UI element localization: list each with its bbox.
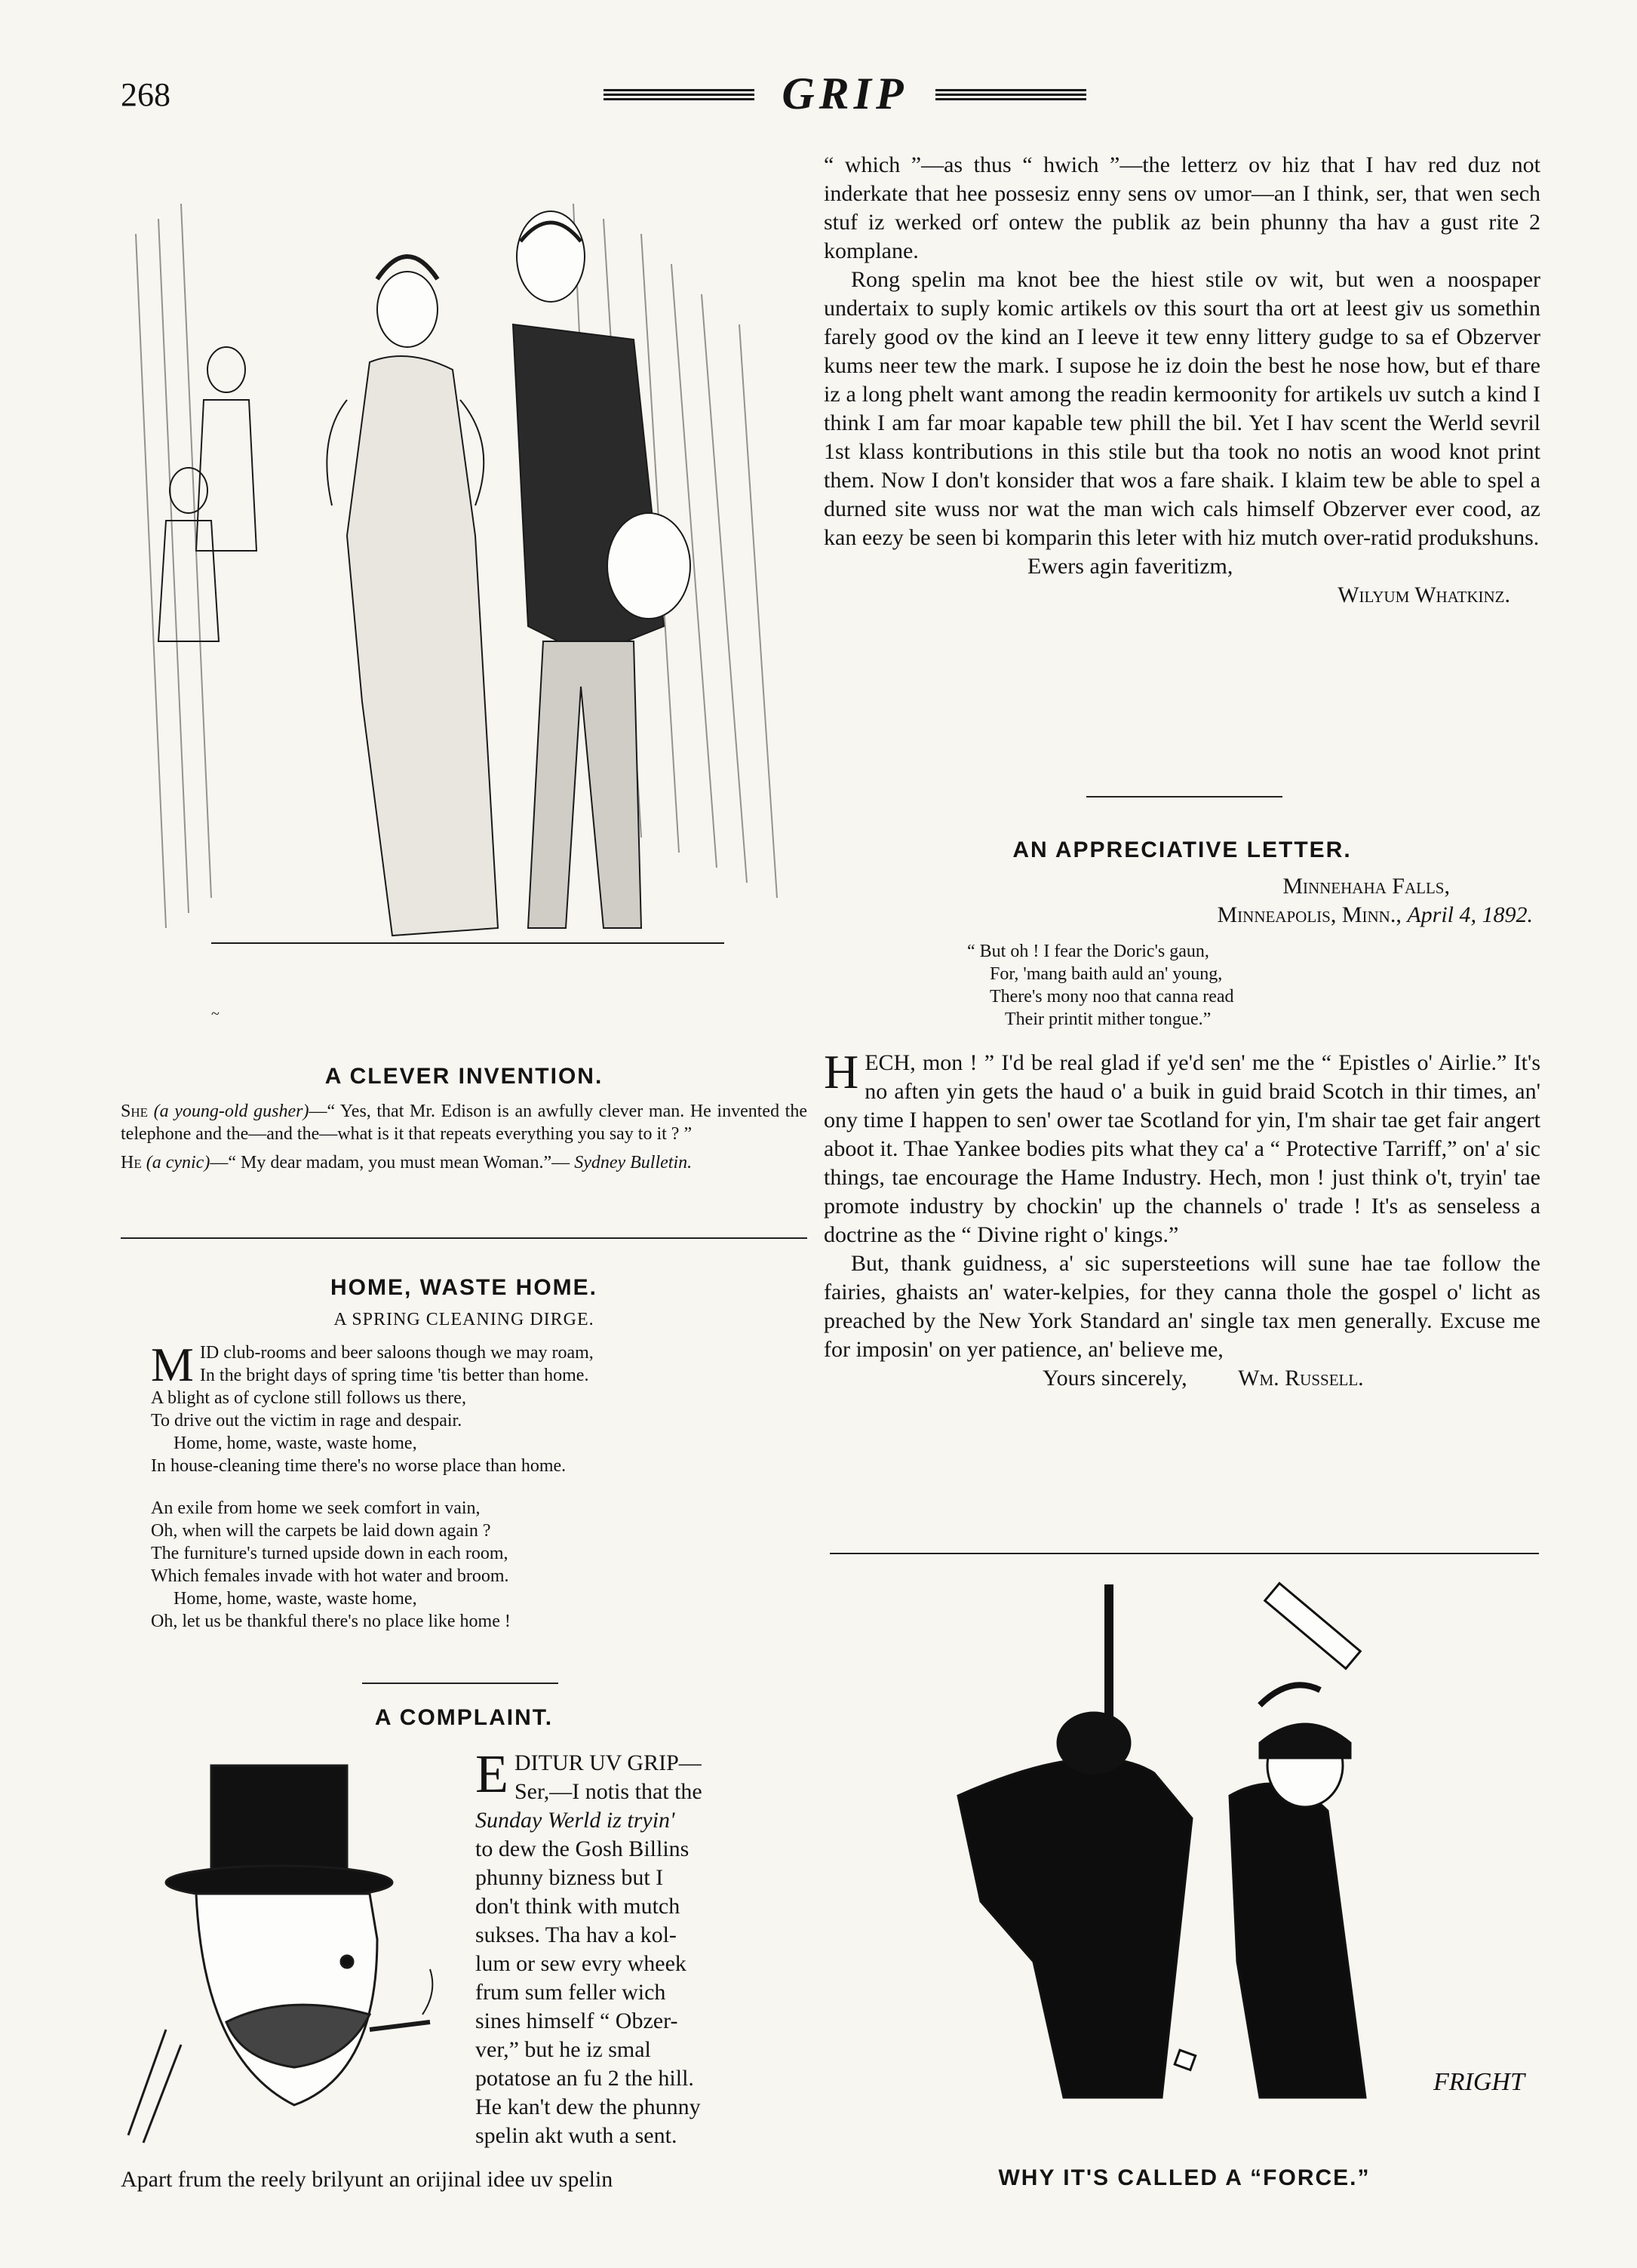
letter-date: April 4, 1892.	[1407, 902, 1533, 927]
force-illustration	[837, 1569, 1531, 2150]
clever-he-dialogue: He (a cynic)—“ My dear madam, you must mean Woman.”— Sydney Bulletin.	[121, 1153, 693, 1172]
complaint-signature: Wilyum Whatkinz.	[1338, 582, 1510, 607]
clever-she-dialogue: She (a young-old gusher)—“ Yes, that Mr. Edison is an awfully clever man. He invented the telephone and the—and the—what is it that repeats everything you say to it ? ”	[121, 1102, 807, 1144]
section-rule	[121, 1237, 807, 1239]
home-stanza-1: M ID club-rooms and beer saloons though we may roam, In the bright days of spring time 'tis better than home. A blight as of cyclone still follows us there, To drive out the victim in rage and despair. Home, home, waste, waste home, In house-cleaning time there's no worse place than home.	[151, 1338, 594, 1476]
section-rule	[830, 1553, 1539, 1554]
section-rule	[362, 1683, 558, 1684]
clever-invention-heading: A CLEVER INVENTION.	[324, 1064, 604, 1089]
letter-paragraph-1: HECH, mon ! ” I'd be real glad if ye'd sen' me the “ Epistles o' Airlie.” It's no aften yin gets the haud o' a buik in guid braid Scotch in thir times, an' ony time I happen to sen' ower tae Scotland for yin, I'm shair tae get fair angert aboot it. Thae Yankee bodies pits what they ca' a “ Protective Tarriff,” on' a' sic things, tae encourage the Hame Industry. Hech, mon ! just think o't, tryin' tae promote industry by chockin' up the channels o' trade ! It's as senseless a doctrine as the “ Divine right o' kings.”	[824, 1045, 1540, 1247]
home-dropcap: M	[151, 1338, 194, 1391]
clever-invention-illustration	[121, 174, 807, 1049]
complaint-last-line: Apart frum the reely brilyunt an orijinal idee uv spelin	[121, 2167, 613, 2192]
letter-closing-line: Yours sincerely, Wm. Russell.	[1043, 1366, 1364, 1391]
force-caption: WHY IT'S CALLED A “FORCE.”	[998, 2165, 1371, 2190]
letter-paragraph-2: But, thank guidness, a' sic supersteetions will sune hae tae follow the fairies, ghaists an' water-kelpies, for they canna thole the gospel o' licht as preached by the New York Standard an' single tax men generally. Excuse me for imposin' on yer patience, an' believe me,	[824, 1251, 1540, 1362]
complaint-dropcap: E	[475, 1744, 508, 1804]
top-hat-man-illustration	[121, 1743, 468, 2165]
letter-verse: “ But oh ! I fear the Doric's gaun, For, 'mang baith auld an' young, There's mony noo that canna read Their printit mither tongue.”	[967, 942, 1234, 1029]
complaint-body: E DITUR UV GRIP— Ser,—I notis that the Sunday Werld iz tryin' to dew the Gosh Billins phunny bizness but I don't think with mutch sukses. Tha hav a kol- lum or sew evry wheek frum sum feller wich sines himself “ Obzer- ver,” but he iz smal potatose an fu 2 the hill. He kan't dew the phunny spelin akt wuth a sent.	[475, 1744, 702, 2148]
letter-signature: Wm. Russell.	[1238, 1366, 1364, 1391]
home-waste-home-heading: HOME, WASTE HOME.	[330, 1275, 597, 1300]
masthead-title: GRIP	[782, 69, 908, 118]
illustration-artist-mark: ~	[211, 1006, 220, 1022]
letter-place-2: Minneapolis, Minn.,	[1217, 902, 1402, 927]
masthead	[604, 68, 1086, 121]
masthead-rule-left	[604, 89, 754, 103]
complaint-heading: A COMPLAINT.	[374, 1705, 554, 1730]
page-number: 268	[121, 76, 170, 113]
letter-dropcap: H	[824, 1045, 859, 1099]
letter-place-1: Minnehaha Falls,	[1282, 874, 1450, 899]
force-artist-signature: FRIGHT	[1433, 2068, 1525, 2096]
section-rule	[1086, 796, 1282, 797]
letter-heading: AN APPRECIATIVE LETTER.	[1012, 837, 1352, 862]
home-waste-home-subheading: A SPRING CLEANING DIRGE.	[333, 1310, 594, 1329]
complaint-closing: Ewers agin faveritizm,	[1027, 554, 1233, 579]
home-stanza-2: An exile from home we seek comfort in vain, Oh, when will the carpets be laid down again ? The furniture's turned upside down in each room, Which females invade with hot water and broom. Home, home, waste, waste home, Oh, let us be thankful there's no place like home !	[151, 1498, 511, 1631]
masthead-rule-right	[935, 89, 1086, 103]
complaint-continued: “ which ”—as thus “ hwich ”—the letterz ov hiz that I hav red duz not inderkate that hee possesiz enny sens ov umor—an I think, ser, that wen sech stuf iz werked orf ontew the publik az bein phunny tha hav a gust rite 2 komplane. Rong spelin ma knot bee the hiest stile ov wit, but wen a noospaper undertaix to suply komic artikels ov this sourt tha ort at leest giv us somethin farely good ov the kind an I leeve it tew enny littery gudge to sa ef Obzerver kums neer tew the mark. I supose he iz doin the best he nose how, but ef thare iz a long phelt want among the readin kermoonity for artikels uv sutch a kind I think I am far moar kapable tew phill the bil. Yet I hav scent the Werld sevril 1st klass kontributions in this stile but tha took no notis an wood knot print them. Now I don't konsider that wos a fare shaik. I klaim tew be able to spel a durned site wuss nor wat the man wich cals himself Obzerver ever cood, az kan eezy be seen bi komparin this leter with hiz mutch over-ratid produkshuns. Ewers agin faveritizm, Wilyum Whatkinz.	[824, 151, 1540, 610]
letter-place-line	[824, 901, 1540, 930]
